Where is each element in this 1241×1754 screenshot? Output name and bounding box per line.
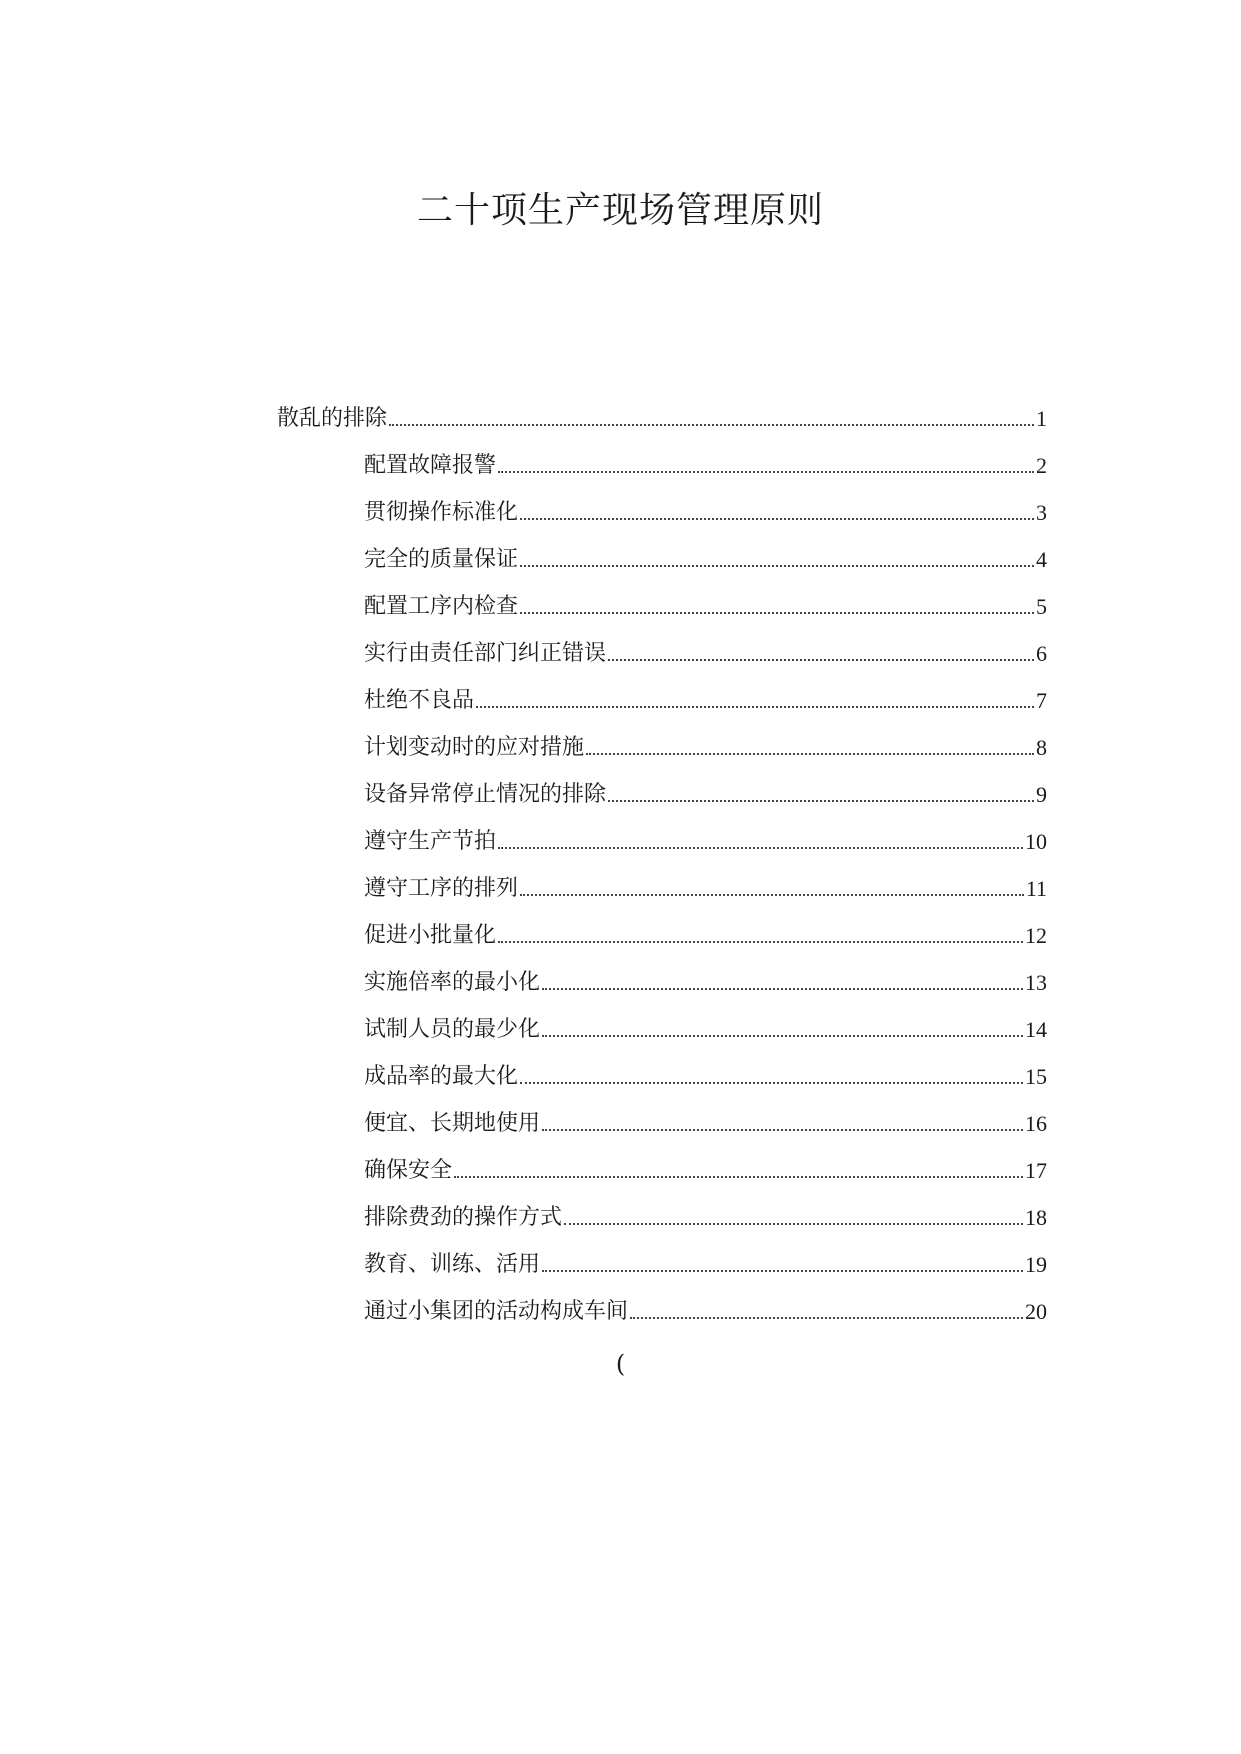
dot-leader xyxy=(520,565,1034,567)
toc-entry[interactable] xyxy=(277,526,1047,573)
dot-leader xyxy=(630,1317,1023,1319)
toc-entry-label: 配置故障报警 xyxy=(364,453,497,478)
toc-entry[interactable] xyxy=(277,996,1047,1043)
toc-entry-label: 成品率的最大化 xyxy=(364,1064,519,1089)
toc-entry-label: 通过小集团的活动构成车间 xyxy=(364,1299,629,1324)
toc-page-number: 13 xyxy=(1025,970,1047,995)
toc-entry[interactable] xyxy=(277,432,1047,479)
toc-entry-label: 教育、训练、活用 xyxy=(364,1252,541,1277)
toc-entry-label: 配置工序内检查 xyxy=(364,594,519,619)
toc-page-number: 5 xyxy=(1036,594,1047,619)
toc-entry-label: 贯彻操作标准化 xyxy=(364,500,519,525)
toc-entry[interactable] xyxy=(277,902,1047,949)
toc-entry[interactable] xyxy=(277,479,1047,526)
toc-page-number: 2 xyxy=(1036,453,1047,478)
toc-page-number: 4 xyxy=(1036,547,1047,572)
toc-page-number: 12 xyxy=(1025,923,1047,948)
toc-page-number: 3 xyxy=(1036,500,1047,525)
toc-entry-label: 实行由责任部门纠正错误 xyxy=(364,641,607,666)
dot-leader xyxy=(498,471,1034,473)
toc-page-number: 14 xyxy=(1025,1017,1047,1042)
toc-entry-label: 设备异常停止情况的排除 xyxy=(364,782,607,807)
toc-entry[interactable] xyxy=(277,714,1047,761)
toc-entry-label: 遵守工序的排列 xyxy=(364,876,519,901)
toc-page-number: 9 xyxy=(1036,782,1047,807)
toc-page-number: 16 xyxy=(1025,1111,1047,1136)
toc-page-number: 15 xyxy=(1025,1064,1047,1089)
toc-page-number: 6 xyxy=(1036,641,1047,666)
dot-leader xyxy=(520,894,1024,896)
dot-leader xyxy=(542,988,1023,990)
toc-entry[interactable] xyxy=(277,1090,1047,1137)
toc-page-number: 8 xyxy=(1036,735,1047,760)
dot-leader xyxy=(586,753,1034,755)
toc-entry-label: 确保安全 xyxy=(364,1158,453,1183)
dot-leader xyxy=(520,1082,1023,1084)
toc-entry[interactable] xyxy=(277,1184,1047,1231)
dot-leader xyxy=(454,1176,1023,1178)
dot-leader xyxy=(542,1270,1023,1272)
dot-leader xyxy=(542,1129,1023,1131)
dot-leader xyxy=(498,941,1023,943)
toc-entry-label: 排除费劲的操作方式 xyxy=(364,1205,563,1230)
toc-entry-label: 便宜、长期地使用 xyxy=(364,1111,541,1136)
toc-entry[interactable] xyxy=(277,808,1047,855)
toc-page-number: 17 xyxy=(1025,1158,1047,1183)
toc-page-number: 1 xyxy=(1036,406,1047,431)
toc-entry[interactable] xyxy=(277,855,1047,902)
toc-entry[interactable] xyxy=(277,1137,1047,1184)
dot-leader xyxy=(498,847,1023,849)
toc-entry-label: 实施倍率的最小化 xyxy=(364,970,541,995)
toc-page-number: 18 xyxy=(1025,1205,1047,1230)
dot-leader xyxy=(520,612,1034,614)
toc-entry[interactable] xyxy=(277,573,1047,620)
page-title: 二十项生产现场管理原则 xyxy=(416,190,824,231)
toc-page-number: 19 xyxy=(1025,1252,1047,1277)
toc-entry-label: 试制人员的最少化 xyxy=(364,1017,541,1042)
toc-entry-label: 促进小批量化 xyxy=(364,923,497,948)
dot-leader xyxy=(608,659,1034,661)
toc-entry-label: 散乱的排除 xyxy=(277,406,388,431)
dot-leader xyxy=(520,518,1034,520)
toc-page-number: 7 xyxy=(1036,688,1047,713)
toc-entry-label: 计划变动时的应对措施 xyxy=(364,735,585,760)
toc-entry[interactable] xyxy=(277,385,1047,432)
dot-leader xyxy=(476,706,1034,708)
toc-entry[interactable] xyxy=(277,1043,1047,1090)
toc-entry[interactable] xyxy=(277,949,1047,996)
footer-mark: ( xyxy=(615,1350,626,1378)
dot-leader xyxy=(389,424,1034,426)
table-of-contents xyxy=(277,385,1047,1325)
toc-entry[interactable] xyxy=(277,620,1047,667)
toc-page-number: 11 xyxy=(1025,876,1047,901)
toc-entry-label: 完全的质量保证 xyxy=(364,547,519,572)
toc-page-number: 10 xyxy=(1025,829,1047,854)
dot-leader xyxy=(564,1223,1023,1225)
toc-entry-label: 杜绝不良品 xyxy=(364,688,475,713)
toc-entry[interactable] xyxy=(277,1278,1047,1325)
dot-leader xyxy=(542,1035,1023,1037)
toc-entry-label: 遵守生产节拍 xyxy=(364,829,497,854)
toc-entry[interactable] xyxy=(277,761,1047,808)
dot-leader xyxy=(608,800,1034,802)
toc-page-number: 20 xyxy=(1025,1299,1047,1324)
toc-entry[interactable] xyxy=(277,1231,1047,1278)
toc-entry[interactable] xyxy=(277,667,1047,714)
